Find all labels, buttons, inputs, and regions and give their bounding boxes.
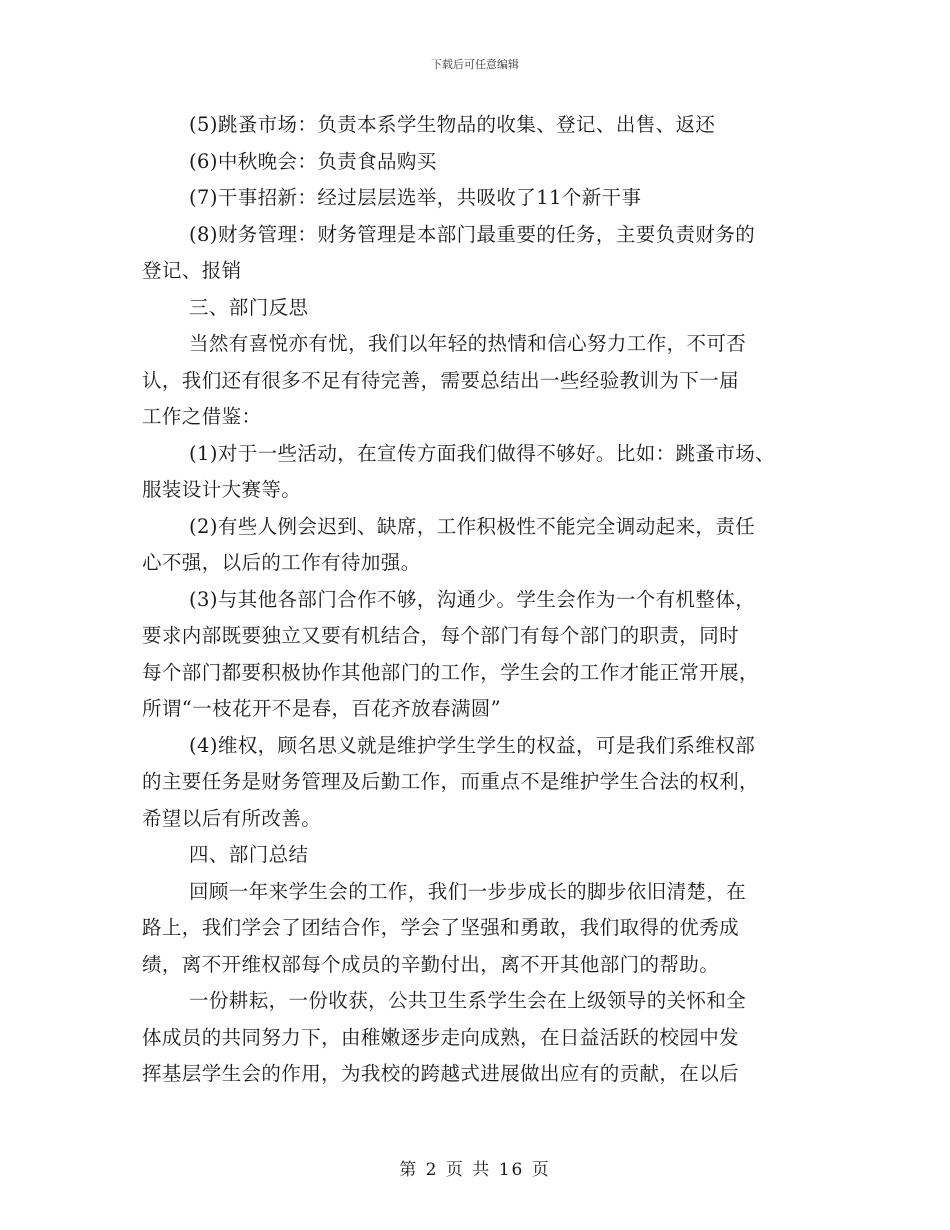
text-line: (3)与其他各部门合作不够，沟通少。学生会作为一个有机整体， <box>189 587 756 611</box>
text-line: 服装设计大赛等。 <box>142 478 302 501</box>
text-line: 一份耕耘，一份收获，公共卫生系学生会在上级领导的关怀和全 <box>189 989 747 1012</box>
section-heading: 三、部门反思 <box>189 295 309 319</box>
document-body <box>142 107 812 1093</box>
text-line: 希望以后有所改善。 <box>142 806 322 830</box>
text-line: (4)维权，顾名思义就是维护学生学生的权益，可是我们系维权部 <box>189 733 756 757</box>
text-line: (5)跳蚤市场：负责本系学生物品的收集、登记、出售、返还 <box>189 113 716 136</box>
text-line: (6)中秋晚会：负责食品购买 <box>189 149 437 173</box>
text-line: 体成员的共同努力下，由稚嫩逐步走向成熟，在日益活跃的校园中发 <box>142 1025 740 1049</box>
text-line: (8)财务管理：财务管理是本部门最重要的任务，主要负责财务的 <box>189 222 756 246</box>
text-line: 回顾一年来学生会的工作，我们一步步成长的脚步依旧清楚，在 <box>189 879 747 903</box>
text-line: 登记、报销 <box>142 259 242 282</box>
text-line: 心不强，以后的工作有待加强。 <box>142 551 421 574</box>
text-line: (2)有些人例会迟到、缺席，工作积极性不能完全调动起来，责任 <box>189 514 756 538</box>
page-number-footer: 第 2 页 共 16 页 <box>399 1160 551 1180</box>
text-line: (7)干事招新：经过层层选举，共吸收了11个新干事 <box>189 186 642 209</box>
text-line: 的主要任务是财务管理及后勤工作，而重点不是维护学生合法的权利， <box>142 770 759 793</box>
text-line: 所谓“一枝花开不是春，百花齐放春满圆” <box>142 697 502 720</box>
text-line: 绩，离不开维权部每个成员的辛勤付出，离不开其他部门的帮助。 <box>142 952 720 976</box>
text-line: 要求内部既要独立又要有机结合，每个部门有每个部门的职责，同时 <box>142 624 740 647</box>
text-block <box>142 107 812 1093</box>
section-heading: 四、部门总结 <box>189 843 309 866</box>
page-header: 下载后可任意编辑 <box>431 58 519 71</box>
text-line: 每个部门都要积极协作其他部门的工作，学生会的工作才能正常开展， <box>142 660 759 684</box>
text-line: 路上，我们学会了团结合作，学会了坚强和勇敢，我们取得的优秀成 <box>142 916 740 939</box>
text-line: 工作之借鉴： <box>142 405 262 428</box>
text-line: 挥基层学生会的作用，为我校的跨越式进展做出应有的贡献，在以后 <box>142 1062 740 1085</box>
text-line: 认，我们还有很多不足有待完善，需要总结出一些经验教训为下一届 <box>142 368 740 392</box>
text-line: (1)对于一些活动，在宣传方面我们做得不够好。比如：跳蚤市场、 <box>189 441 776 465</box>
text-line: 当然有喜悦亦有忧，我们以年轻的热情和信心努力工作，不可否 <box>189 332 747 355</box>
